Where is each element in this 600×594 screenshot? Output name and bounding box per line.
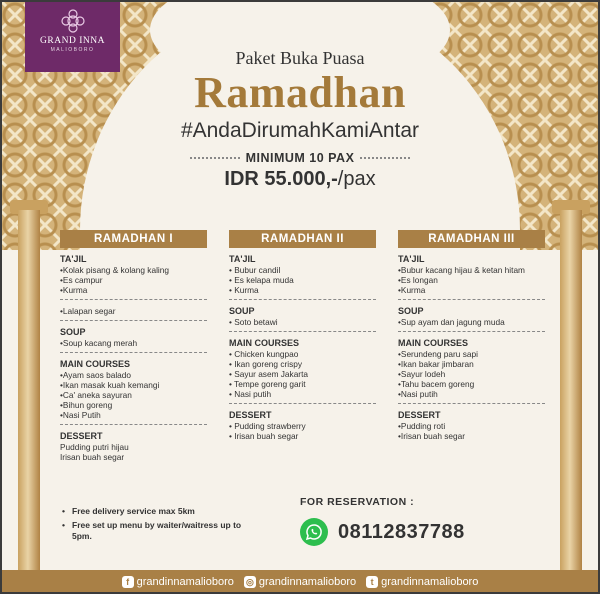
pre-title: Paket Buka Puasa <box>235 48 365 68</box>
menu-item: •Tahu bacem goreng <box>398 379 475 389</box>
dashed-divider <box>60 424 207 425</box>
menu-item: •Kurma <box>398 285 426 295</box>
menu-package-title: RAMADHAN II <box>229 230 376 248</box>
menu-item: •Ayam saos balado <box>60 370 132 380</box>
menu-item: • Soto betawi <box>229 317 278 327</box>
dotted-divider-left <box>190 157 240 159</box>
social-link[interactable] <box>122 576 234 588</box>
social-link[interactable] <box>366 576 478 588</box>
social-link[interactable] <box>244 576 356 588</box>
menu-item: • Irisan buah segar <box>229 431 299 441</box>
menu-section <box>229 306 376 332</box>
menu-section-title: DESSERT <box>398 410 441 420</box>
menu-section-title: TA'JIL <box>229 254 256 264</box>
social-bar <box>0 570 600 594</box>
menu-section <box>60 254 207 300</box>
menu-item: • Sayur asem Jakarta <box>229 369 308 379</box>
menu-section-title: MAIN COURSES <box>229 338 300 348</box>
menu-item: •Irisan buah segar <box>398 431 466 441</box>
menu-column <box>398 230 545 462</box>
menu-section <box>398 306 545 332</box>
menu-section-title: SOUP <box>60 327 86 337</box>
dashed-divider <box>229 331 376 332</box>
menu-section <box>60 306 207 321</box>
promo-header <box>0 48 600 191</box>
menu-section <box>398 254 545 300</box>
menu-item: •Sup ayam dan jagung muda <box>398 317 505 327</box>
menu-item: •Soup kacang merah <box>60 338 138 348</box>
menu-columns <box>60 230 545 462</box>
facebook-icon: f <box>122 576 134 588</box>
menu-item: •Es longan <box>398 275 438 285</box>
service-notes <box>60 506 260 545</box>
social-handle: grandinnamalioboro <box>381 576 479 588</box>
menu-item: • Chicken kungpao <box>229 349 299 359</box>
menu-item: •Lalapan segar <box>60 306 116 316</box>
menu-item: •Ikan masak kuah kemangi <box>60 380 160 390</box>
menu-section <box>229 254 376 300</box>
social-handle: grandinnamalioboro <box>258 576 357 588</box>
menu-section <box>60 327 207 353</box>
menu-section-title: MAIN COURSES <box>398 338 469 348</box>
menu-column <box>229 230 376 462</box>
twitter-icon: t <box>366 576 378 588</box>
note-delivery: • Free delivery service max 5km <box>60 506 260 517</box>
reservation-phone[interactable]: 08112837788 <box>338 520 465 543</box>
logo-name: GRAND INNA <box>40 36 105 46</box>
menu-item: • Pudding strawberry <box>229 421 306 431</box>
menu-item: •Pudding roti <box>398 421 446 431</box>
menu-item: • Nasi putih <box>229 389 272 399</box>
dashed-divider <box>60 299 207 300</box>
dashed-divider <box>229 299 376 300</box>
instagram-icon: ◎ <box>244 576 256 588</box>
menu-section-title: MAIN COURSES <box>60 359 131 369</box>
menu-item: • Es kelapa muda <box>229 275 294 285</box>
menu-item: Pudding putri hijau <box>60 442 129 452</box>
menu-item: •Bihun goreng <box>60 400 113 410</box>
menu-section-title: SOUP <box>229 306 255 316</box>
menu-section-title: TA'JIL <box>60 254 87 264</box>
dashed-divider <box>60 352 207 353</box>
menu-package-title: RAMADHAN III <box>398 230 545 248</box>
price-unit: /pax <box>337 168 376 190</box>
menu-item: •Ikan bakar jimbaran <box>398 359 474 369</box>
menu-section <box>60 359 207 425</box>
menu-section <box>60 431 207 462</box>
menu-section-title: TA'JIL <box>398 254 425 264</box>
menu-section <box>398 338 545 404</box>
logo-ornament-icon <box>60 8 86 34</box>
menu-section-title: DESSERT <box>60 431 103 441</box>
dashed-divider <box>229 403 376 404</box>
menu-item: •Kurma <box>60 285 88 295</box>
menu-section-title: SOUP <box>398 306 424 316</box>
reservation-block <box>300 496 550 546</box>
menu-column <box>60 230 207 462</box>
dashed-divider <box>398 299 545 300</box>
menu-item: • Bubur candil <box>229 265 281 275</box>
social-handle: grandinnamalioboro <box>136 576 234 588</box>
reservation-contact[interactable] <box>300 518 550 546</box>
menu-item: •Nasi Putih <box>60 410 101 420</box>
column-right <box>560 210 582 594</box>
reservation-title: FOR RESERVATION : <box>300 496 415 508</box>
menu-item: •Ca' aneka sayuran <box>60 390 132 400</box>
menu-item: • Tempe goreng garit <box>229 379 306 389</box>
menu-item: •Serundeng paru sapi <box>398 349 478 359</box>
menu-item: •Nasi putih <box>398 389 438 399</box>
menu-item: • Kurma <box>229 285 259 295</box>
menu-package-title: RAMADHAN I <box>60 230 207 248</box>
menu-section <box>229 338 376 404</box>
menu-item: • Ikan goreng crispy <box>229 359 303 369</box>
menu-item: Irisan buah segar <box>60 452 125 462</box>
logo-sub: MALIOBORO <box>50 47 95 53</box>
column-left <box>18 210 40 594</box>
dashed-divider <box>60 320 207 321</box>
menu-item: •Sayur lodeh <box>398 369 446 379</box>
dashed-divider <box>398 331 545 332</box>
minimum-row <box>0 151 600 165</box>
price-amount: IDR 55.000,- <box>224 168 338 190</box>
dashed-divider <box>398 403 545 404</box>
menu-section <box>229 410 376 441</box>
page-title: Ramadhan <box>194 68 406 117</box>
menu-item: •Es campur <box>60 275 103 285</box>
hashtag: #AndaDirumahKamiAntar <box>180 119 420 142</box>
menu-section-title: DESSERT <box>229 410 272 420</box>
menu-item: •Kolak pisang & kolang kaling <box>60 265 169 275</box>
note-setup: • Free set up menu by waiter/waitress up to 5pm. <box>60 520 260 542</box>
whatsapp-icon[interactable] <box>300 518 328 546</box>
price <box>0 168 600 191</box>
dotted-divider-right <box>360 157 410 159</box>
menu-section <box>398 410 545 441</box>
menu-item: •Bubur kacang hijau & ketan hitam <box>398 265 525 275</box>
minimum-pax: MINIMUM 10 PAX <box>245 151 355 165</box>
